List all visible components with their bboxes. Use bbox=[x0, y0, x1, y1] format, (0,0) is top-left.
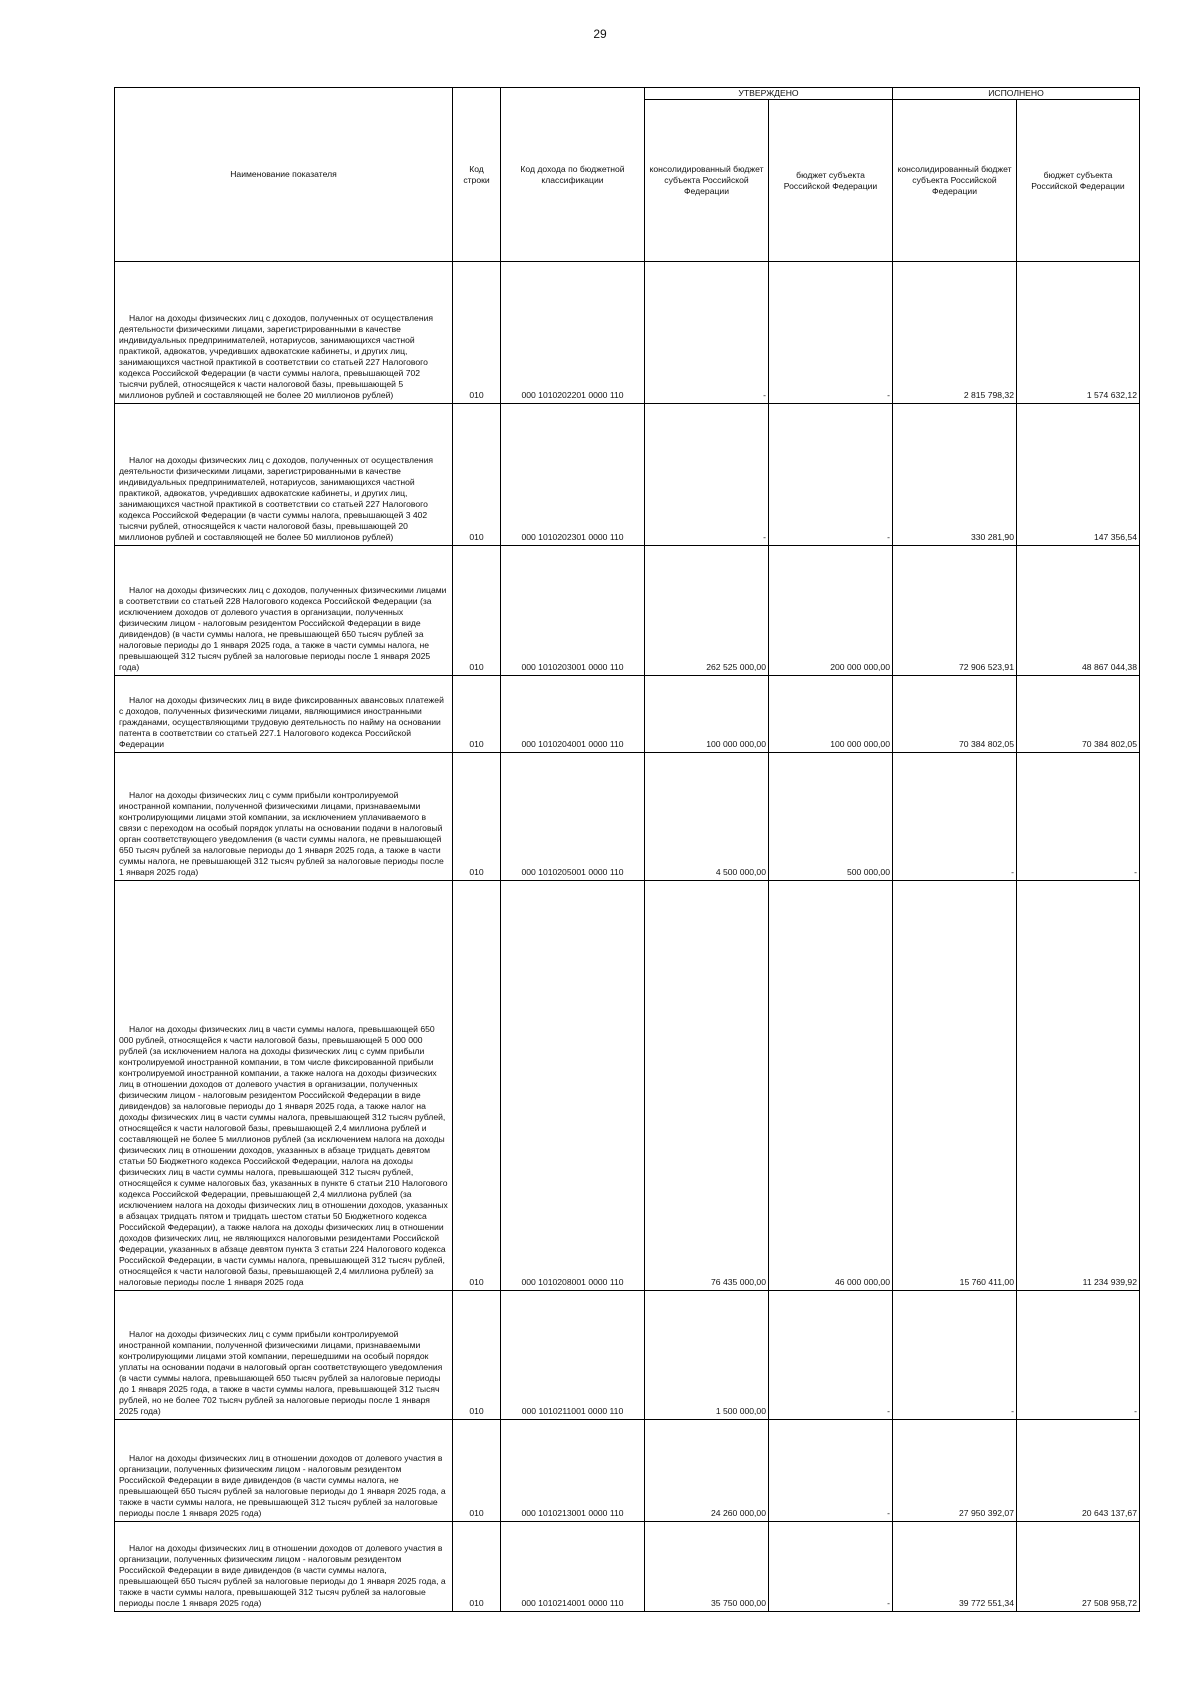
executed-subject: 147 356,54 bbox=[1017, 404, 1140, 546]
approved-consolidated: - bbox=[645, 262, 769, 404]
executed-subject: 27 508 958,72 bbox=[1017, 1522, 1140, 1612]
header-executed-subject: бюджет субъекта Российской Федерации bbox=[1017, 100, 1140, 262]
approved-consolidated: 76 435 000,00 bbox=[645, 881, 769, 1291]
table-body bbox=[115, 262, 1140, 1612]
approved-subject: - bbox=[769, 1291, 893, 1420]
executed-consolidated: 2 815 798,32 bbox=[893, 262, 1017, 404]
header-approved-subject: бюджет субъекта Российской Федерации bbox=[769, 100, 893, 262]
table-row bbox=[115, 262, 1140, 404]
approved-subject: 500 000,00 bbox=[769, 753, 893, 881]
table-row bbox=[115, 404, 1140, 546]
row-name: Налог на доходы физических лиц с доходов, полученных физическими лицами в соответствии со статьей 228 Налогового кодекса Российской Федерации (за исключением доходов от долевого участия в организации, полученных физическим лицом - налоговым резидентом Российской Федерации в виде дивидендов) (в части суммы налога, не превышающей 650 тысяч рублей за налоговые периоды до 1 января 2025 года, а также в части суммы налога, не превышающей 312 тысяч рублей за налоговые периоды после 1 января 2025 года) bbox=[115, 546, 453, 676]
executed-consolidated: 39 772 551,34 bbox=[893, 1522, 1017, 1612]
table-header bbox=[115, 88, 1140, 262]
executed-subject: 48 867 044,38 bbox=[1017, 546, 1140, 676]
executed-consolidated: - bbox=[893, 753, 1017, 881]
row-code: 010 bbox=[453, 1522, 501, 1612]
executed-subject: 70 384 802,05 bbox=[1017, 676, 1140, 753]
executed-consolidated: 330 281,90 bbox=[893, 404, 1017, 546]
executed-subject: - bbox=[1017, 1291, 1140, 1420]
approved-consolidated: 100 000 000,00 bbox=[645, 676, 769, 753]
executed-consolidated: 15 760 411,00 bbox=[893, 881, 1017, 1291]
header-approved-consolidated: консолидированный бюджет субъекта Российской Федерации bbox=[645, 100, 769, 262]
row-kbk: 000 1010208001 0000 110 bbox=[501, 881, 645, 1291]
row-code: 010 bbox=[453, 546, 501, 676]
row-name: Налог на доходы физических лиц с доходов, полученных от осуществления деятельности физическими лицами, зарегистрированными в качестве индивидуальных предпринимателей, нотариусов, занимающихся частной практикой, адвокатов, учредивших адвокатские кабинеты, и других лиц, занимающихся частной практикой в соответствии со статьей 227 Налогового кодекса Российской Федерации (в части суммы налога, превышающей 3 402 тысячи рублей, относящейся к части налоговой базы, превышающей 20 миллионов рублей и составляющей не более 50 миллионов рублей) bbox=[115, 404, 453, 546]
row-kbk: 000 1010214001 0000 110 bbox=[501, 1522, 645, 1612]
approved-consolidated: 1 500 000,00 bbox=[645, 1291, 769, 1420]
executed-subject: - bbox=[1017, 753, 1140, 881]
row-name: Налог на доходы физических лиц в отношении доходов от долевого участия в организации, полученных физическим лицом - налоговым резидентом Российской Федерации в виде дивидендов (в части суммы налога, превышающей 650 тысяч рублей за налоговые периоды до 1 января 2025 года, а также в части суммы налога, превышающей 312 тысяч рублей за налоговые периоды после 1 января 2025 года) bbox=[115, 1522, 453, 1612]
table-row bbox=[115, 546, 1140, 676]
approved-subject: 200 000 000,00 bbox=[769, 546, 893, 676]
approved-consolidated: - bbox=[645, 404, 769, 546]
row-kbk: 000 1010202301 0000 110 bbox=[501, 404, 645, 546]
approved-subject: 100 000 000,00 bbox=[769, 676, 893, 753]
executed-subject: 11 234 939,92 bbox=[1017, 881, 1140, 1291]
row-code: 010 bbox=[453, 1420, 501, 1522]
table-row bbox=[115, 753, 1140, 881]
executed-consolidated: 27 950 392,07 bbox=[893, 1420, 1017, 1522]
executed-subject: 20 643 137,67 bbox=[1017, 1420, 1140, 1522]
executed-consolidated: - bbox=[893, 1291, 1017, 1420]
row-kbk: 000 1010203001 0000 110 bbox=[501, 546, 645, 676]
header-executed: ИСПОЛНЕНО bbox=[893, 88, 1140, 100]
row-kbk: 000 1010213001 0000 110 bbox=[501, 1420, 645, 1522]
table-row bbox=[115, 881, 1140, 1291]
row-name: Налог на доходы физических лиц в отношении доходов от долевого участия в организации, полученных физическим лицом - налоговым резидентом Российской Федерации в виде дивидендов (в части суммы налога, не превышающей 650 тысяч рублей за налоговые периоды до 1 января 2025 года, а также в части суммы налога, не превышающей 312 тысяч рублей за налоговые периоды после 1 января 2025 года) bbox=[115, 1420, 453, 1522]
approved-consolidated: 24 260 000,00 bbox=[645, 1420, 769, 1522]
table-row bbox=[115, 1420, 1140, 1522]
table-row bbox=[115, 1291, 1140, 1420]
approved-subject: - bbox=[769, 1420, 893, 1522]
row-code: 010 bbox=[453, 262, 501, 404]
row-code: 010 bbox=[453, 753, 501, 881]
approved-consolidated: 4 500 000,00 bbox=[645, 753, 769, 881]
header-code: Код строки bbox=[453, 88, 501, 262]
executed-consolidated: 72 906 523,91 bbox=[893, 546, 1017, 676]
header-approved: УТВЕРЖДЕНО bbox=[645, 88, 893, 100]
table-row bbox=[115, 676, 1140, 753]
row-code: 010 bbox=[453, 404, 501, 546]
row-code: 010 bbox=[453, 676, 501, 753]
row-name: Налог на доходы физических лиц с доходов, полученных от осуществления деятельности физическими лицами, зарегистрированными в качестве индивидуальных предпринимателей, нотариусов, занимающихся частной практикой, адвокатов, учредивших адвокатские кабинеты, и других лиц, занимающихся частной практикой в соответствии со статьей 227 Налогового кодекса Российской Федерации (в части суммы налога, превышающей 702 тысячи рублей, относящейся к части налоговой базы, превышающей 5 миллионов рублей и составляющей не более 20 миллионов рублей) bbox=[115, 262, 453, 404]
revenue-table bbox=[114, 87, 1140, 1612]
approved-subject: - bbox=[769, 404, 893, 546]
header-executed-consolidated: консолидированный бюджет субъекта Российской Федерации bbox=[893, 100, 1017, 262]
header-kbk: Код дохода по бюджетной классификации bbox=[501, 88, 645, 262]
row-name: Налог на доходы физических лиц в виде фиксированных авансовых платежей с доходов, полученных физическими лицами, являющимися иностранными гражданами, осуществляющими трудовую деятельность по найму на основании патента в соответствии со статьей 227.1 Налогового кодекса Российской Федерации bbox=[115, 676, 453, 753]
executed-consolidated: 70 384 802,05 bbox=[893, 676, 1017, 753]
approved-subject: - bbox=[769, 1522, 893, 1612]
row-name: Налог на доходы физических лиц в части суммы налога, превышающей 650 000 рублей, относящейся к части налоговой базы, превышающей 5 000 000 рублей (за исключением налога на доходы физических лиц с сумм прибыли контролируемой иностранной компании, в том числе фиксированной прибыли контролируемой иностранной компании, а также налога на доходы физических лиц в отношении доходов от долевого участия в организации, полученных физическим лицом - налоговым резидентом Российской Федерации в виде дивидендов) за налоговые периоды до 1 января 2025 года, а также налог на доходы физических лиц в части суммы налога, превышающей 312 тысяч рублей, относящейся к части налоговой базы, превышающей 2,4 миллиона рублей и составляющей не более 5 миллионов рублей (за исключением налога на доходы физических лиц в отношении доходов, указанных в абзаце тридцать девятом статьи 50 Бюджетного кодекса Российской Федерации, налога на доходы физических лиц в части суммы налога, превышающей 312 тысяч рублей, относящейся к сумме налоговых баз, указанных в пункте 6 статьи 210 Налогового кодекса Российской Федерации, превышающей 2,4 миллиона рублей (за исключением налога на доходы физических лиц в отношении доходов, указанных в абзацах тридцать пятом и тридцать шестом статьи 50 Бюджетного кодекса Российской Федерации), а также налога на доходы физических лиц в отношении доходов физических лиц, не являющихся налоговыми резидентами Российской Федерации, указанных в абзаце девятом пункта 3 статьи 224 Налогового кодекса Российской Федерации, в части суммы налога, превышающей 312 тысяч рублей, относящейся к части налоговой базы, превышающей 2,4 миллиона рублей) за налоговые периоды после 1 января 2025 года bbox=[115, 881, 453, 1291]
row-code: 010 bbox=[453, 881, 501, 1291]
page-number: 29 bbox=[593, 27, 607, 41]
header-name: Наименование показателя bbox=[115, 88, 453, 262]
approved-consolidated: 262 525 000,00 bbox=[645, 546, 769, 676]
row-kbk: 000 1010202201 0000 110 bbox=[501, 262, 645, 404]
row-name: Налог на доходы физических лиц с сумм прибыли контролируемой иностранной компании, полученной физическими лицами, признаваемыми контролирующими лицами этой компании, за исключением уплачиваемого в связи с переходом на особый порядок уплаты на основании подачи в налоговый орган соответствующего уведомления (в части суммы налога, не превышающей 650 тысяч рублей за налоговые периоды до 1 января 2025 года, а также в части суммы налога, не превышающей 312 тысяч рублей за налоговые периоды после 1 января 2025 года) bbox=[115, 753, 453, 881]
approved-consolidated: 35 750 000,00 bbox=[645, 1522, 769, 1612]
approved-subject: 46 000 000,00 bbox=[769, 881, 893, 1291]
approved-subject: - bbox=[769, 262, 893, 404]
table-row bbox=[115, 1522, 1140, 1612]
row-kbk: 000 1010204001 0000 110 bbox=[501, 676, 645, 753]
executed-subject: 1 574 632,12 bbox=[1017, 262, 1140, 404]
row-code: 010 bbox=[453, 1291, 501, 1420]
row-kbk: 000 1010211001 0000 110 bbox=[501, 1291, 645, 1420]
row-kbk: 000 1010205001 0000 110 bbox=[501, 753, 645, 881]
row-name: Налог на доходы физических лиц с сумм прибыли контролируемой иностранной компании, полученной физическими лицами, признаваемыми контролирующими лицами этой компании, перешедшими на особый порядок уплаты на основании подачи в налоговый орган соответствующего уведомления (в части суммы налога, превышающей 650 тысяч рублей за налоговые периоды до 1 января 2025 года, а также в части суммы налога, превышающей 312 тысяч рублей, но не более 702 тысяч рублей за налоговые периоды после 1 января 2025 года) bbox=[115, 1291, 453, 1420]
